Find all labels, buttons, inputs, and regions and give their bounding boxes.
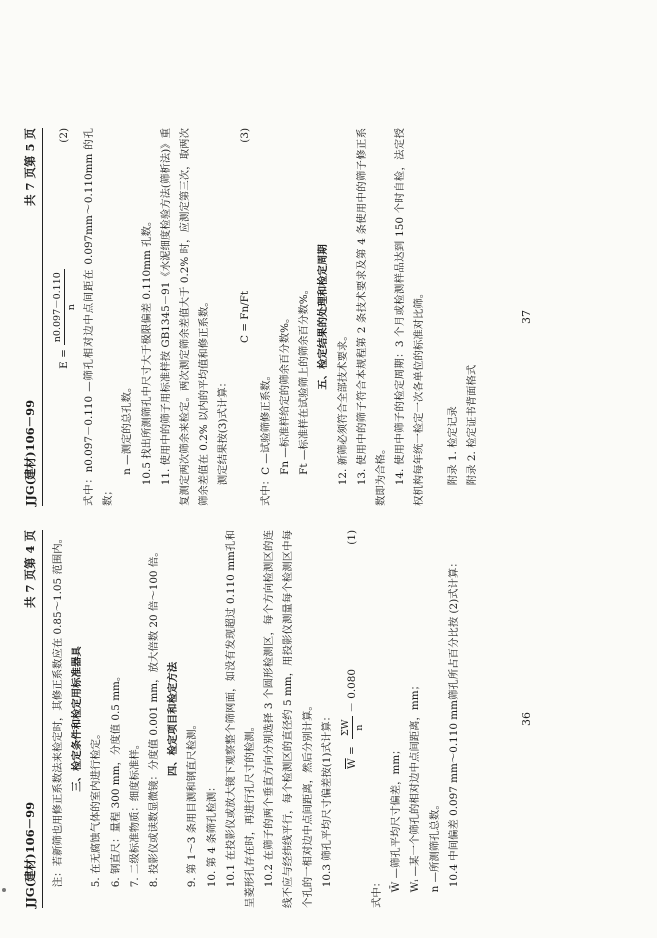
eq1-number: (1) <box>345 530 358 545</box>
item-6: 6. 钢直尺：量程 300 mm，分度值 0.5 mm。 <box>109 670 122 888</box>
equation-3 <box>234 128 257 506</box>
item-5: 5. 在无腐蚀气体的室内进行检定。 <box>90 728 103 888</box>
item-13: 13. 使用中的筛子符合本规程第 2 条技术要求及第 4 条使用中的筛子修正系数即为合格。 <box>355 128 388 506</box>
header-page: 共 7 页第 5 页 <box>22 128 37 207</box>
item-10-1: 10.1 在投影仪或放大镜下观察整个筛网面，如没有发现超过 0.110 mm孔和呈菱形孔存在时，再进行孔尺寸的检测。 <box>224 530 257 908</box>
where-label-2: 式中：n0.097－0.110 —筛孔相对边中点间距在 0.097mm～0.110mm 的孔数； <box>83 128 115 506</box>
eq1-denominator: n <box>354 724 366 731</box>
where-label-3: 式中：C —试验筛修正系数。 <box>259 370 272 506</box>
header-page: 共 7 页第 4 页 <box>22 530 37 609</box>
def-n: n —所测筛孔总数。 <box>428 799 441 893</box>
def-wi: Wᵢ —某一个筛孔的相对边中点间距离，mm； <box>409 679 422 893</box>
item-7: 7. 二级标准物质：细度标准样。 <box>128 738 141 888</box>
item-14: 14. 使用中筛子的检定周期：3 个月或检测样品达到 150 个时自检，法定授权机构每年统一检定一次各单位的标准对比筛。 <box>394 128 426 506</box>
equation-1: $\overline{W}$ = ΣW n － 0.080 (1) <box>340 530 366 769</box>
eq2-lhs: E = <box>57 349 70 369</box>
appendix-2: 附录 2. 检定证书背面格式 <box>465 364 478 486</box>
where-label: 式中： <box>371 876 384 908</box>
header-title: JJG(建材)106－99 <box>22 399 37 506</box>
item-10-4: 10.4 中间偏差 0.097 mm～0.110 mm筛孔所占百分比按 (2)式计算： <box>447 557 460 888</box>
page-37 <box>18 128 538 506</box>
eq2-denominator: n <box>66 304 77 311</box>
equation-2 <box>49 128 80 506</box>
def-total-n: n —测定的总孔数。 <box>121 381 134 475</box>
item-9: 9. 第 1～3 条用目测和钢直尺检测。 <box>186 719 199 888</box>
section-3-title: 三、检定条件和检定用标准器具 <box>71 646 84 792</box>
calc-intro: 测定结果按(3)式计算： <box>217 376 230 486</box>
page-number: 37 <box>519 310 533 324</box>
header-title: JJG(建材)106－99 <box>22 801 37 908</box>
eq2-number: (2) <box>57 128 70 143</box>
page-header <box>18 530 43 908</box>
item-11: 11. 使用中的筛子用标准样按 GB1345－91《水泥细度检验方法(筛析法)》重复测定两次筛余来检定。两次测定筛余差值大于 0.2% 时，应测定第三次，取两次筛余差值在 0.2% 以内的平均值和修正系数。 <box>159 128 211 506</box>
def-ft: Ft —标准样在试验筛上的筛余百分数%。 <box>298 284 311 475</box>
def-fn: Fn —标准样给定的筛余百分数%。 <box>279 312 292 475</box>
appendix-1: 附录 1. 检定记录 <box>446 406 459 486</box>
eq2-numerator: n0.097－0.110 <box>51 269 65 345</box>
scan-speck <box>2 888 6 892</box>
eq1-rhs: － 0.080 <box>345 669 358 713</box>
eq3-body: C = Fn/Ft <box>238 290 251 344</box>
page-36 <box>18 530 538 908</box>
item-10-2: 10.2 在筛子的两个垂直方向分别选择 3 个圆形检测区，每个方向检测区的连线不应与经纬线平行，每个检测区的直径约 5 mm，用投影仪测量每个检测区中每个孔的一相对边中点间距离，然后分别计算。 <box>263 530 314 908</box>
rotated-spread <box>18 128 538 908</box>
def-w-bar: W̄ —筛孔平均尺寸偏差，mm； <box>390 744 403 893</box>
page-number: 36 <box>519 712 533 726</box>
section-5-title: 五、检定结果的处理和检定周期 <box>317 244 330 390</box>
note: 注：若新筛也用修正系数法来检定时，其修正系数应在 0.85～1.05 范围内。 <box>52 533 64 888</box>
item-10-5: 10.5 找出所测筛孔中尺寸大于极限偏差 0.110mm 孔数。 <box>140 215 153 486</box>
eq1-numerator: ΣW <box>339 716 353 738</box>
item-10-3: 10.3 筛孔平均尺寸偏差按(1)式计算： <box>320 710 333 888</box>
item-8: 8. 投影仪或读数显微镜：分度值 0.001 mm，放大倍数 20 倍～100 倍。 <box>148 546 161 888</box>
item-10: 10. 第 4 条筛孔检测： <box>205 781 218 888</box>
eq3-number: (3) <box>238 128 251 143</box>
item-12: 12. 新筛必须符合全部技术要求。 <box>336 330 349 486</box>
section-4-title: 四、检定项目和检定方法 <box>167 661 180 777</box>
page-header <box>18 128 43 506</box>
eq1-lhs: $\overline{W}$ <box>345 758 358 769</box>
